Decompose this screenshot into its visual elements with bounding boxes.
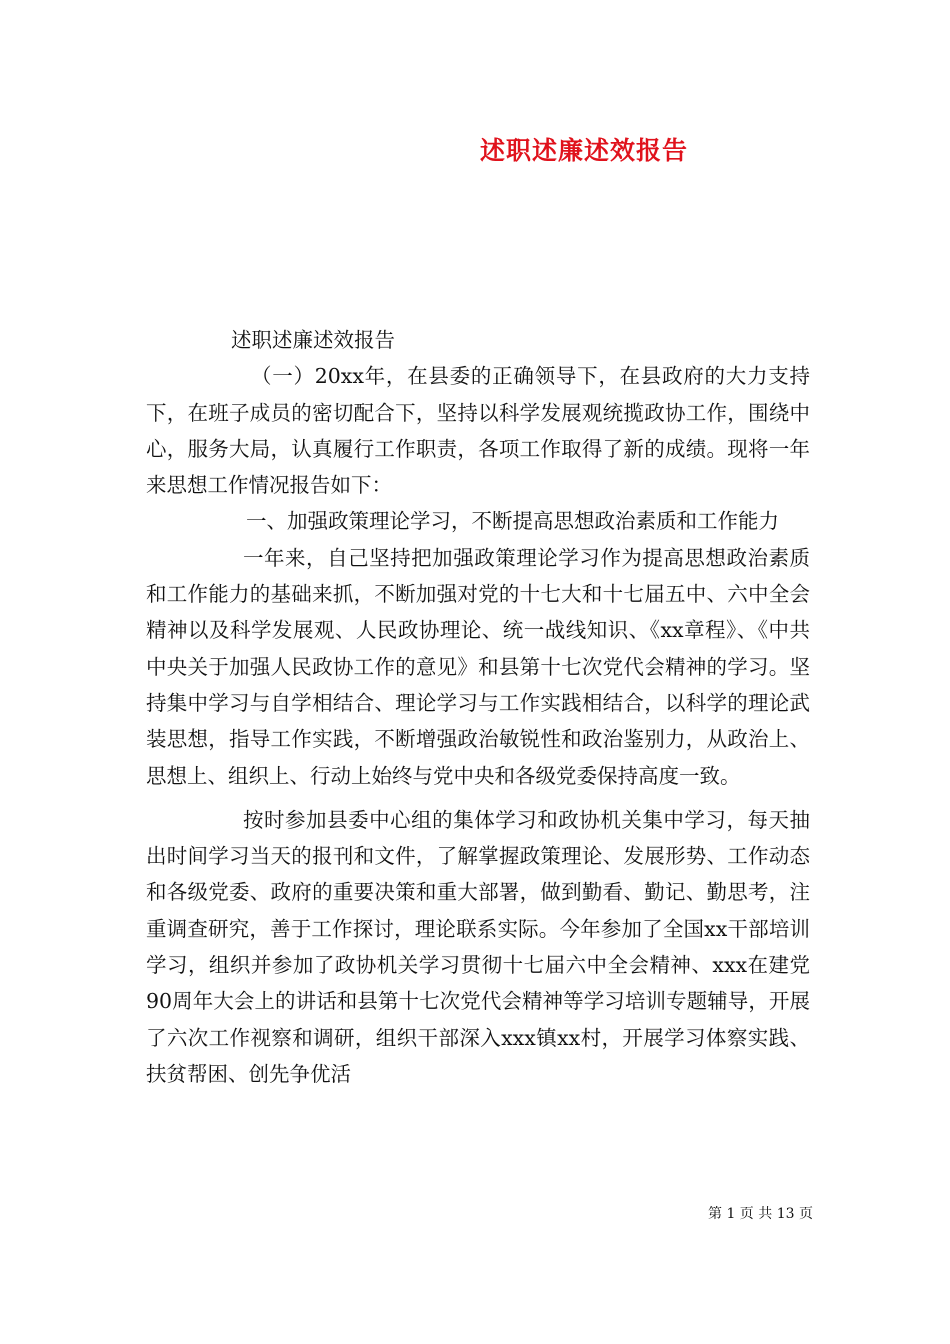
paragraph-intro: （一）20xx年，在县委的正确领导下，在县政府的大力支持下，在班子成员的密切配合下，坚持以科学发展观统揽政协工作，围绕中心，服务大局，认真履行工作职责，各项工作取得了新的成绩。现将一年来思想工作情况报告如下： xyxy=(146,364,810,498)
paragraph-study: 一年来，自己坚持把加强政策理论学习作为提高思想政治素质和工作能力的基础来抓，不断加强对党的十七大和十七届五中、六中全会精神以及科学发展观、人民政协理论、统一战线知识、《xx章程》、《中共中央关于加强人民政协工作的意见》和县第十七次党代会精神的学习。坚持集中学习与自学相结合、理论学习与工作实践相结合，以科学的理论武装思想，指导工作实践，不断增强政治敏锐性和政治鉴别力，从政治上、思想上、组织上、行动上始终与党中央和各级党委保持高度一致。 xyxy=(146,545,810,788)
document-title: 述职述廉述效报告 xyxy=(480,136,689,165)
section-heading: 一、加强政策理论学习，不断提高思想政治素质和工作能力 xyxy=(246,509,779,534)
document-body xyxy=(146,322,810,1092)
page-number: 第 1 页 共 13 页 xyxy=(708,1206,813,1222)
paragraph-participation: 按时参加县委中心组的集体学习和政协机关集中学习，每天抽出时间学习当天的报刊和文件，了解掌握政策理论、发展形势、工作动态和各级党委、政府的重要决策和重大部署，做到勤看、勤记、勤思考，注重调查研究，善于工作探讨，理论联系实际。今年参加了全国xx干部培训学习，组织并参加了政协机关学习贯彻十七届六中全会精神、xxx在建党90周年大会上的讲话和县第十七次党代会精神等学习培训专题辅导，开展了六次工作视察和调研，组织干部深入xxx镇xx村，开展学习体察实践、扶贫帮困、创先争优活 xyxy=(146,807,810,1086)
document-subtitle: 述职述廉述效报告 xyxy=(231,328,395,352)
